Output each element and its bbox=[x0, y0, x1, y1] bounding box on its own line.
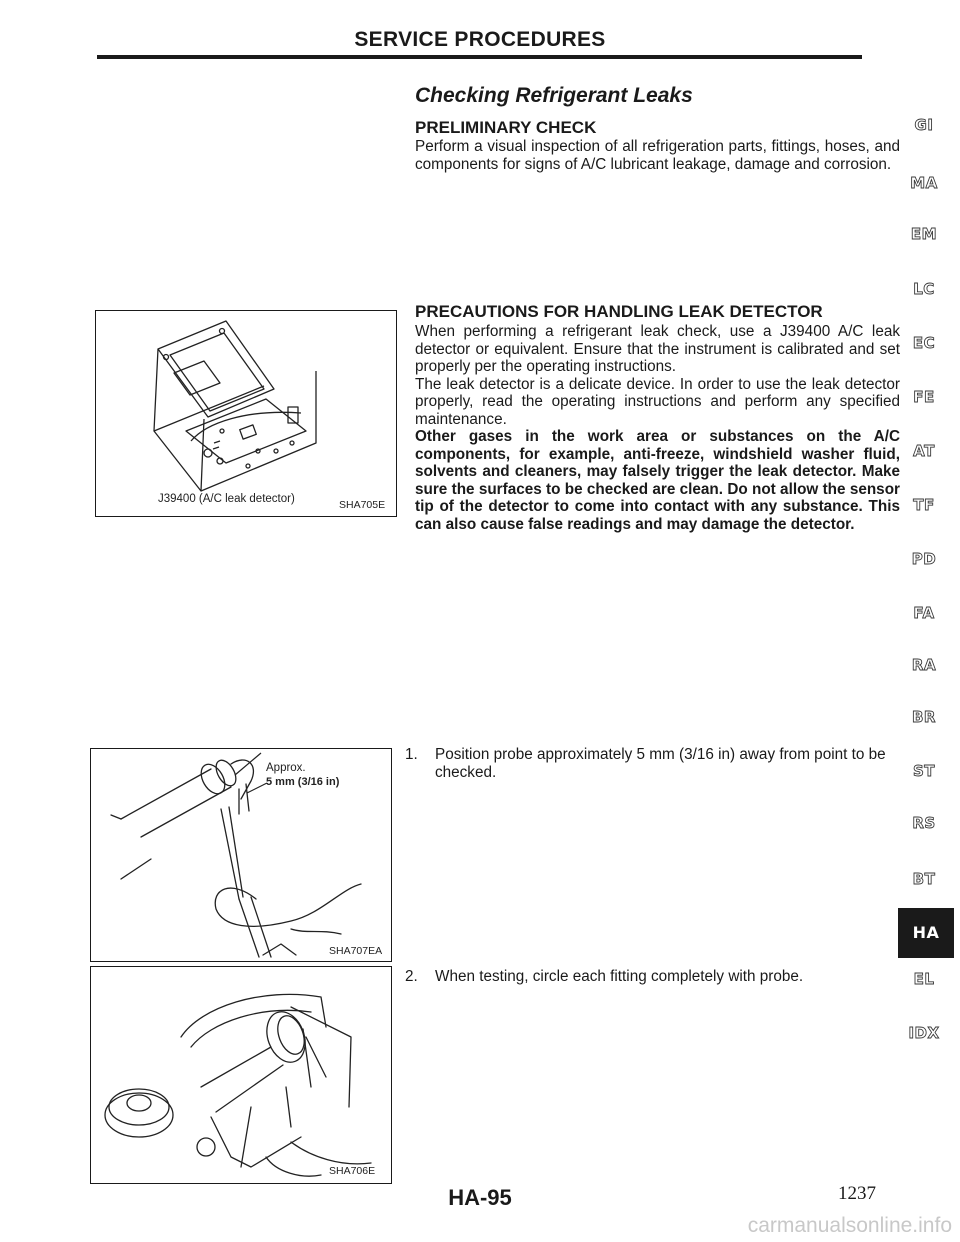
precautions-paragraph-1: When performing a refrigerant leak check, use a J39400 A/C leak detector or equivalent. Ensure that the instrument is calibrated and set properly per the operating instructions. bbox=[415, 323, 900, 375]
footer-section-code: HA-95 bbox=[448, 1185, 512, 1210]
side-tab-em[interactable]: EM bbox=[910, 225, 938, 243]
figure-probe-label-approx: Approx. bbox=[266, 762, 306, 774]
precautions-paragraph-2: The leak detector is a delicate device. In order to use the leak detector properly, read the operating instructions and perform any specified maintenance. bbox=[415, 375, 900, 428]
footer-page-number: 1237 bbox=[838, 1183, 876, 1204]
figure-leak-detector-code: SHA705E bbox=[339, 499, 386, 511]
side-tab-bt[interactable]: BT bbox=[912, 870, 936, 888]
preliminary-check-text bbox=[415, 138, 900, 173]
figure-circle-fitting-code: SHA706E bbox=[329, 1165, 376, 1177]
side-tab-ha-active[interactable]: HA bbox=[898, 908, 954, 958]
step-2-number: 2. bbox=[405, 968, 418, 985]
step-1 bbox=[405, 746, 905, 781]
precautions-heading: PRECAUTIONS FOR HANDLING LEAK DETECTOR bbox=[415, 302, 823, 321]
side-tab-br[interactable]: BR bbox=[912, 708, 936, 726]
side-tab-pd[interactable]: PD bbox=[911, 550, 937, 568]
preliminary-check-heading: PRELIMINARY CHECK bbox=[415, 118, 597, 137]
side-tab-lc[interactable]: LC bbox=[913, 280, 935, 298]
preliminary-check-paragraph: Perform a visual inspection of all refrigeration parts, fittings, hoses, and components for signs of A/C lubricant leakage, damage and corrosion. bbox=[415, 138, 900, 173]
step-2 bbox=[405, 968, 905, 986]
step-2-text: When testing, circle each fitting completely with probe. bbox=[435, 968, 804, 985]
side-tab-ec[interactable]: EC bbox=[912, 334, 936, 352]
probe-position-illustration bbox=[91, 749, 391, 961]
side-tab-el[interactable]: EL bbox=[913, 970, 935, 988]
step-1-number: 1. bbox=[405, 746, 418, 763]
side-tab-idx[interactable]: IDX bbox=[908, 1024, 940, 1042]
side-tab-tf[interactable]: TF bbox=[913, 496, 935, 514]
figure-probe-label-distance: 5 mm (3/16 in) bbox=[266, 776, 340, 788]
side-tab-rs[interactable]: RS bbox=[912, 814, 936, 832]
figure-leak-detector-caption: J39400 (A/C leak detector) bbox=[158, 493, 295, 505]
precautions-text bbox=[415, 323, 900, 533]
side-tab-at[interactable]: AT bbox=[913, 442, 935, 460]
header-rule bbox=[97, 55, 862, 59]
side-tab-st[interactable]: ST bbox=[912, 762, 936, 780]
figure-circle-fitting bbox=[90, 966, 392, 1184]
page-header-title: SERVICE PROCEDURES bbox=[354, 28, 606, 51]
leak-detector-case-illustration bbox=[96, 311, 396, 516]
watermark-text: carmanualsonline.info bbox=[747, 1214, 952, 1237]
side-tab-fe[interactable]: FE bbox=[913, 388, 935, 406]
figure-probe-code: SHA707EA bbox=[329, 945, 383, 957]
side-tab-ma[interactable]: MA bbox=[910, 174, 938, 192]
section-title: Checking Refrigerant Leaks bbox=[415, 84, 693, 107]
side-tab-ra[interactable]: RA bbox=[911, 656, 937, 674]
step-1-text: Position probe approximately 5 mm (3/16 in) away from point to be checked. bbox=[435, 746, 886, 781]
precautions-paragraph-3: Other gases in the work area or substances on the A/C components, for example, anti-freeze, windshield washer fluid, solvents and cleaners, may falsely trigger the leak detector. Make sure the surfaces to be checked are clean. Do not allow the sensor tip of the detector to come into contact with any substance. This can also cause false readings and may damage the detector. bbox=[415, 428, 900, 533]
figure-leak-detector bbox=[95, 310, 397, 517]
circle-fitting-illustration bbox=[91, 967, 391, 1183]
side-tab-fa[interactable]: FA bbox=[913, 604, 935, 622]
side-tab-gi[interactable]: GI bbox=[914, 116, 934, 134]
figure-probe-position bbox=[90, 748, 392, 962]
